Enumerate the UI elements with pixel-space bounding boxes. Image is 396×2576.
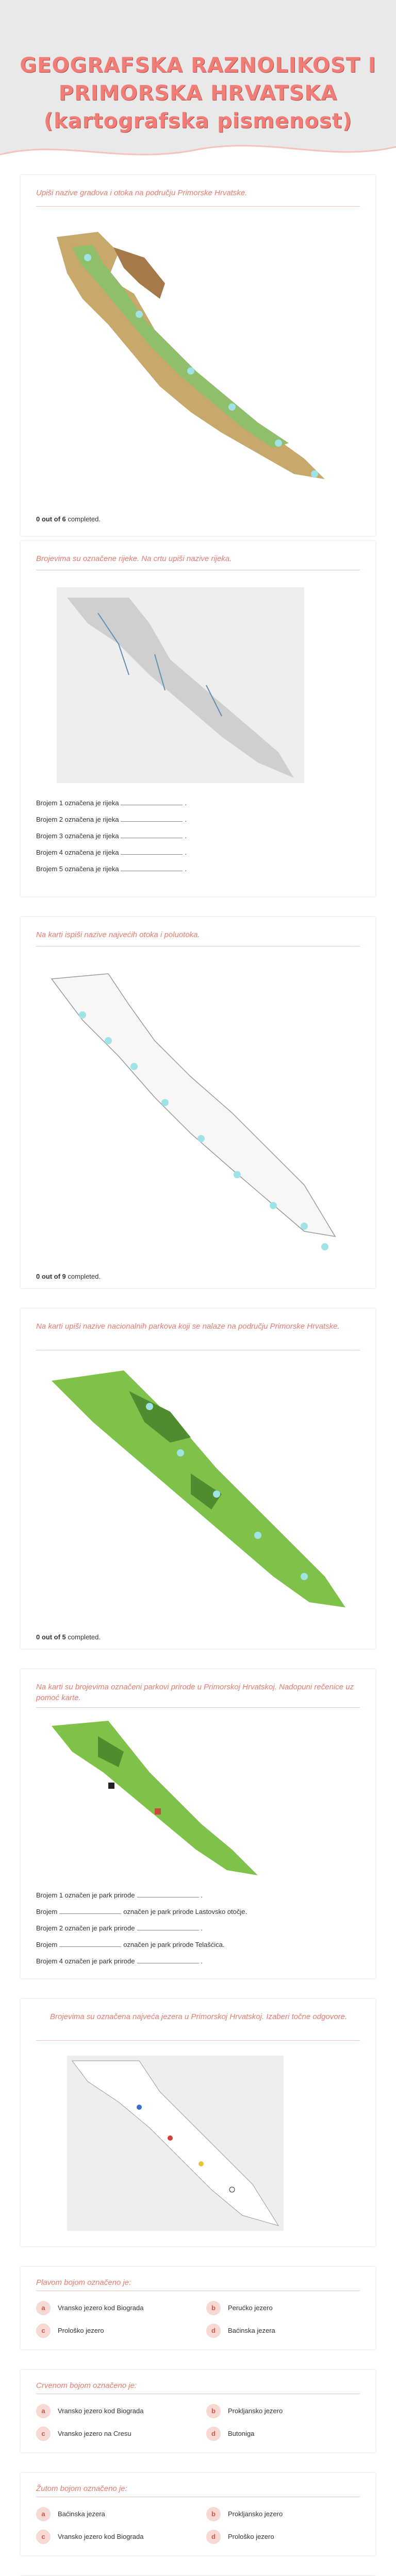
page-header bbox=[0, 0, 396, 170]
fill-line: Brojem 5 označena je rijeka . bbox=[36, 865, 187, 873]
page-title bbox=[0, 52, 396, 135]
fill-line: Brojem 3 označena je rijeka . bbox=[36, 832, 187, 840]
nature-parks-map bbox=[36, 1716, 360, 1880]
option-a[interactable]: a Baćinska jezera bbox=[36, 2506, 191, 2523]
fill-line: Brojem označen je park prirode Telašćica. bbox=[36, 1941, 225, 1948]
islands-map bbox=[36, 958, 360, 1257]
answer-blank[interactable] bbox=[137, 1891, 199, 1897]
question-card-islands bbox=[21, 917, 375, 1288]
question-text: Brojevima su označena najveća jezera u Primorskoj Hrvatskoj. Izaberi točne odgovore. bbox=[50, 2012, 348, 2021]
option-c[interactable]: c Vransko jezero na Cresu bbox=[36, 2426, 191, 2443]
question-text: Na karti su brojevima označeni parkovi prirode u Primorskoj Hrvatskoj. Nadopuni rečenice uz pomoć karte. bbox=[36, 1683, 354, 1702]
question-text: Plavom bojom označeno je: bbox=[36, 2278, 131, 2287]
fill-line: Brojem 2 označena je rijeka . bbox=[36, 816, 187, 823]
option-d[interactable]: d Butoniga bbox=[206, 2426, 361, 2443]
mc-card-yellow bbox=[21, 2473, 375, 2555]
score-text: 0 out of 9 completed. bbox=[36, 1273, 101, 1280]
mc-card-red bbox=[21, 2370, 375, 2452]
question-text: Brojevima su označene rijeke. Na crtu upiši nazive rijeka. bbox=[36, 554, 232, 563]
relief-map-croatia bbox=[36, 216, 360, 495]
question-card-rivers bbox=[21, 541, 375, 896]
fill-line: Brojem 2 označen je park prirode . bbox=[36, 1924, 203, 1932]
answer-blank[interactable] bbox=[59, 1907, 121, 1914]
divider bbox=[36, 1707, 360, 1708]
question-card-national-parks bbox=[21, 1309, 375, 1649]
answer-blank[interactable] bbox=[121, 848, 183, 855]
option-b[interactable]: b Prokljansko jezero bbox=[206, 2506, 361, 2523]
answer-blank[interactable] bbox=[137, 1924, 199, 1930]
question-text: Upiši nazive gradova i otoka na području Primorske Hrvatske. bbox=[36, 189, 248, 197]
mc-card-blue bbox=[21, 2267, 375, 2349]
question-text: Na karti ispiši nazive najvećih otoka i poluotoka. bbox=[36, 930, 200, 939]
fill-line: Brojem 1 označena je rijeka . bbox=[36, 799, 187, 807]
question-card-lakes bbox=[21, 1999, 375, 2246]
question-text: Žutom bojom označeno je: bbox=[36, 2484, 127, 2493]
answer-blank[interactable] bbox=[121, 815, 183, 822]
score-text: 0 out of 5 completed. bbox=[36, 1633, 101, 1641]
header-wave-decoration bbox=[0, 134, 396, 170]
option-a[interactable]: a Vransko jezero kod Biograda bbox=[36, 2300, 191, 2317]
question-card-cities-islands bbox=[21, 175, 375, 536]
national-parks-map bbox=[36, 1360, 360, 1618]
score-text: 0 out of 6 completed. bbox=[36, 515, 101, 523]
option-c[interactable]: c Prološko jezero bbox=[36, 2323, 191, 2340]
fill-line: Brojem 4 označen je park prirode . bbox=[36, 1957, 203, 1965]
lakes-map bbox=[36, 2050, 360, 2236]
fill-line: Brojem označen je park prirode Lastovsko otočje. bbox=[36, 1908, 248, 1916]
option-b[interactable]: b Prokljansko jezero bbox=[206, 2403, 361, 2420]
fill-line: Brojem 4 označena je rijeka . bbox=[36, 849, 187, 856]
answer-blank[interactable] bbox=[137, 1957, 199, 1963]
option-d[interactable]: d Baćinska jezera bbox=[206, 2323, 361, 2340]
fill-line: Brojem 1 označen je park prirode . bbox=[36, 1891, 203, 1899]
answer-blank[interactable] bbox=[121, 799, 183, 805]
title-line-1: GEOGRAFSKA RAZNOLIKOST I bbox=[20, 54, 376, 77]
divider bbox=[36, 2040, 360, 2041]
option-b[interactable]: b Perućko jezero bbox=[206, 2300, 361, 2317]
title-line-3: (kartografska pismenost) bbox=[43, 109, 353, 133]
option-c[interactable]: c Vransko jezero kod Biograda bbox=[36, 2529, 191, 2546]
title-line-2: PRIMORSKA HRVATSKA bbox=[58, 81, 338, 105]
question-text: Na karti upiši nazive nacionalnih parkova koji se nalaze na području Primorske Hrvatske. bbox=[36, 1322, 340, 1331]
question-card-nature-parks bbox=[21, 1669, 375, 1978]
option-a[interactable]: a Vransko jezero kod Biograda bbox=[36, 2403, 191, 2420]
rivers-map bbox=[36, 582, 360, 788]
answer-blank[interactable] bbox=[59, 1940, 121, 1947]
divider bbox=[36, 206, 360, 207]
answer-blank[interactable] bbox=[121, 832, 183, 838]
option-d[interactable]: d Prološko jezero bbox=[206, 2529, 361, 2546]
answer-blank[interactable] bbox=[121, 865, 183, 871]
question-text: Crvenom bojom označeno je: bbox=[36, 2381, 137, 2390]
